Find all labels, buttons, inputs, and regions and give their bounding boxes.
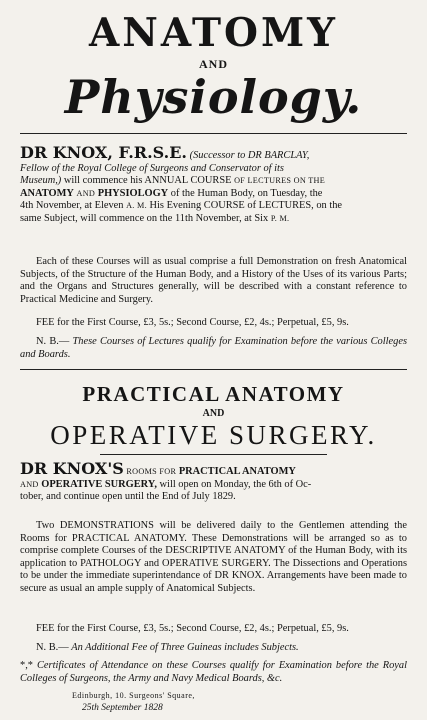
- section1-physiology: PHYSIOLOGY: [97, 187, 169, 199]
- section2-paragraph: Two DEMONSTRATIONS will be delivered daily to the Gentlemen attending the Rooms for PRACTICAL ANATOMY. These Demonstrations will be arranged so as to comprise complete Courses of the DESCRIPTIVE ANATOMY of the Human Body, with its application to PATHOLOGY and OPERATIVE SURGERY. The Dissections and Operations to be under the immediate superintendance of DR KNOX. Arrangements have been made to secure as usual an ample supply of Anatomical Subjects.: [20, 520, 407, 594]
- section2-certificates: [20, 660, 407, 685]
- section2-cert-text: Certificates of Attendance on these Courses qualify for Examination before the Royal Colleges of Surgeons, the Army and Navy Medical Boards, &c.: [20, 660, 407, 684]
- section1-line2: Fellow of the Royal College of Surgeons and Conservator of its: [20, 162, 284, 174]
- title-practical-anatomy: PRACTICAL ANATOMY: [82, 382, 345, 406]
- section1-line6: same Subject, will commence on the 11th November, at Six: [20, 212, 269, 224]
- section2-practical-anatomy: PRACTICAL ANATOMY: [178, 466, 296, 477]
- title-operative-surgery: OPERATIVE SURGERY.: [50, 420, 377, 450]
- section1-line5: 4th November, at Eleven: [20, 200, 124, 212]
- section1-line5-rest: His Evening COURSE of LECTURES, on the: [149, 200, 343, 212]
- title-anatomy: ANATOMY: [88, 10, 339, 56]
- date-line: 25th September 1828: [82, 703, 163, 713]
- section1-line3: will commence his ANNUAL COURSE: [63, 175, 232, 187]
- title-physiology: Physiology.: [64, 70, 363, 124]
- section2-nb-label: N. B.—: [36, 642, 69, 653]
- section1-intro: [20, 143, 407, 226]
- section1-note: [20, 336, 407, 361]
- section1-nb-label: N. B.—: [36, 336, 70, 347]
- section1-am: A. M.: [126, 201, 147, 211]
- section2-cert-mark: *,*: [20, 660, 33, 671]
- section1-line4: of the Human Body, on Tuesday, the: [170, 187, 323, 199]
- section2-line3: tober, and continue open until the End of July 1829.: [20, 491, 236, 503]
- section2-body: [20, 520, 407, 596]
- title-and: AND: [199, 57, 228, 71]
- section1-pm: P. M.: [270, 213, 290, 223]
- section1-fee: FEE for the First Course, £3, 5s.; Second Course, £2, 4s.; Perpetual, £5, 9s.: [36, 317, 349, 328]
- section1-anatomy: ANATOMY: [20, 187, 74, 199]
- address: [72, 690, 195, 714]
- section1-museum: Museum,): [20, 175, 62, 187]
- section1-lead-name: DR KNOX, F.R.S.E.: [20, 143, 187, 162]
- section2-operative-surgery: OPERATIVE SURGERY,: [41, 478, 157, 490]
- title-and-2: AND: [202, 408, 225, 419]
- section2-nb-text: An Additional Fee of Three Guineas includes Subjects.: [71, 642, 299, 653]
- section1-and: AND: [76, 188, 96, 198]
- divider-middle: [20, 369, 407, 370]
- divider-top: [20, 133, 407, 134]
- section2-rooms-for: ROOMS FOR: [126, 467, 177, 476]
- section2-and: AND: [20, 479, 39, 489]
- section2-note: [20, 642, 407, 655]
- section2-lead-name: DR KNOX'S: [20, 459, 124, 478]
- section1-nb-text: These Courses of Lectures qualify for Examination before the various Colleges and Boards.: [20, 336, 407, 360]
- section2-fee: FEE for the First Course, £3, 5s.; Second Course, £2, 4s.; Perpetual, £5, 9s.: [36, 623, 349, 634]
- section1-lead-rest: (Successor to DR BARCLAY,: [189, 150, 310, 161]
- section1-paragraph: Each of these Courses will as usual comprise a full Demonstration on fresh Anatomical Subjects, of the Structure of the Human Body, and a History of the Uses of its various Parts; and the Organs and Structures generally, will be described with a constant reference to Practical Medicine and Surgery.: [20, 256, 407, 305]
- address-line: Edinburgh, 10. Surgeons' Square,: [72, 691, 195, 700]
- section1-body: [20, 256, 407, 306]
- section2-intro: [20, 459, 407, 504]
- section2-line2: will open on Monday, the 6th of Oc-: [159, 478, 312, 490]
- section1-line3-sc: OF LECTURES ON THE: [234, 176, 326, 186]
- ornament-rule: [100, 454, 327, 455]
